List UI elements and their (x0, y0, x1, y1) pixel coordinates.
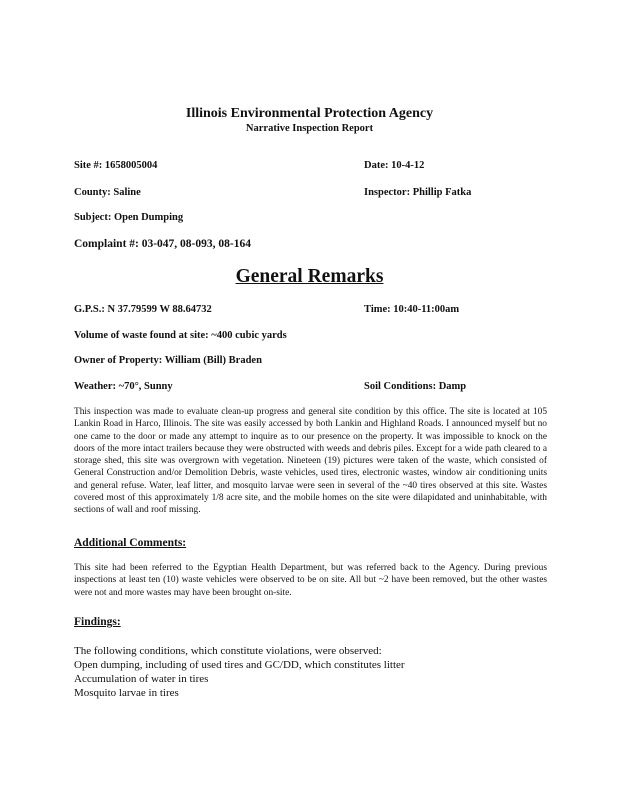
complaint-numbers: Complaint #: 03-047, 08-093, 08-164 (74, 238, 251, 250)
additional-comments-text: This site had been referred to the Egyptian Health Department, but was referred back to the Agency. During previous inspections at least ten (10) waste vehicles were observed to be on site. All but ~2 have been removed, but the other wastes were not and more wastes may have been brought on-site. (74, 563, 547, 598)
report-subtitle: Narrative Inspection Report (245, 123, 374, 134)
site-number: Site #: 1658005004 (74, 160, 158, 171)
finding-item: Accumulation of water in tires (74, 673, 209, 685)
finding-item: Mosquito larvae in tires (74, 687, 179, 699)
inspection-date: Date: 10-4-12 (364, 160, 425, 171)
county: County: Saline (74, 187, 141, 198)
findings-heading: Findings: (74, 616, 121, 628)
weather: Weather: ~70°, Sunny (74, 381, 173, 392)
gps-coordinates: G.P.S.: N 37.79599 W 88.64732 (74, 304, 212, 315)
findings-intro: The following conditions, which constitute violations, were observed: (74, 645, 382, 657)
additional-comments-heading: Additional Comments: (74, 537, 187, 549)
waste-volume: Volume of waste found at site: ~400 cubic yards (74, 330, 287, 341)
soil-conditions: Soil Conditions: Damp (364, 381, 467, 392)
subject: Subject: Open Dumping (74, 212, 184, 223)
narrative-paragraph: This inspection was made to evaluate clean-up progress and general site condition by this office. The site is located at 105 Lankin Road in Harco, Illinois. The site was easily accessed by both Lankin and Highland Roads. I announced myself but no one came to the door or made any attempt to inquire as to our presence on the property. It was impossible to knock on the doors of the more intact trailers because they were obstructed with weeds and debris piles. Except for a wide path cleared to a storage shed, this site was overgrown with vegetation. Nineteen (19) pictures were taken of the waste, which consisted of General Construction and/or Demolition Debris, waste vehicles, used tires, electronic wastes, window air conditioning units and general refuse. Water, leaf litter, and mosquito larvae were seen in several of the ~40 tires observed at this site. Wastes covered most of this approximately 1/8 acre site, and the mobile homes on the site were dilapidated and uninhabitable, with sections of wall and roof missing. (74, 407, 547, 516)
agency-title: Illinois Environmental Protection Agency (185, 106, 434, 121)
finding-item: Open dumping, including of used tires and GC/DD, which constitutes litter (74, 659, 405, 671)
property-owner: Owner of Property: William (Bill) Braden (74, 355, 262, 366)
general-remarks-heading: General Remarks (235, 266, 384, 287)
inspection-time: Time: 10:40-11:00am (364, 304, 460, 315)
inspector: Inspector: Phillip Fatka (364, 187, 472, 198)
